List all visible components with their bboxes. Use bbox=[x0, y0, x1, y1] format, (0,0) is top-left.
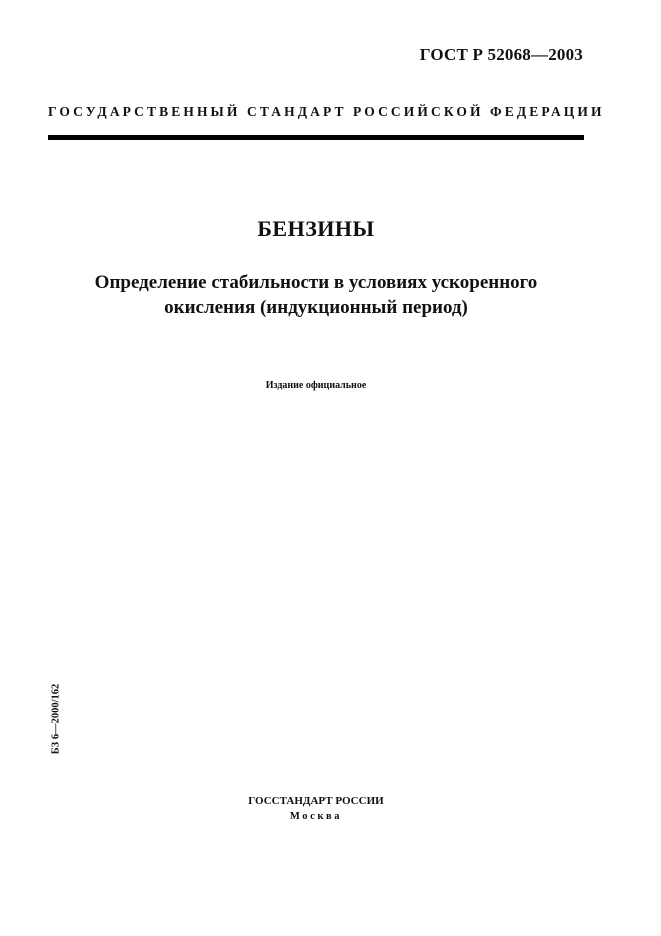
side-code-text: БЗ 6—2000/162 bbox=[50, 683, 62, 755]
edition-label: Издание официальное bbox=[265, 380, 367, 391]
publisher: ГОССТАНДАРТ РОССИИ bbox=[248, 795, 384, 807]
document-subtitle bbox=[48, 270, 584, 320]
document-title: БЕНЗИНЫ bbox=[257, 216, 375, 241]
subtitle-line-2: окисления (индукционный период) bbox=[164, 297, 468, 318]
state-standard-heading: ГОСУДАРСТВЕННЫЙ СТАНДАРТ РОССИЙСКОЙ ФЕДЕРАЦИИ bbox=[48, 104, 605, 119]
side-code bbox=[49, 683, 63, 755]
gost-number: ГОСТ Р 52068—2003 bbox=[419, 45, 583, 64]
heading-divider bbox=[48, 135, 584, 140]
publication-city: Москва bbox=[289, 811, 343, 822]
subtitle-line-1: Определение стабильности в условиях ускоренного bbox=[94, 272, 538, 293]
